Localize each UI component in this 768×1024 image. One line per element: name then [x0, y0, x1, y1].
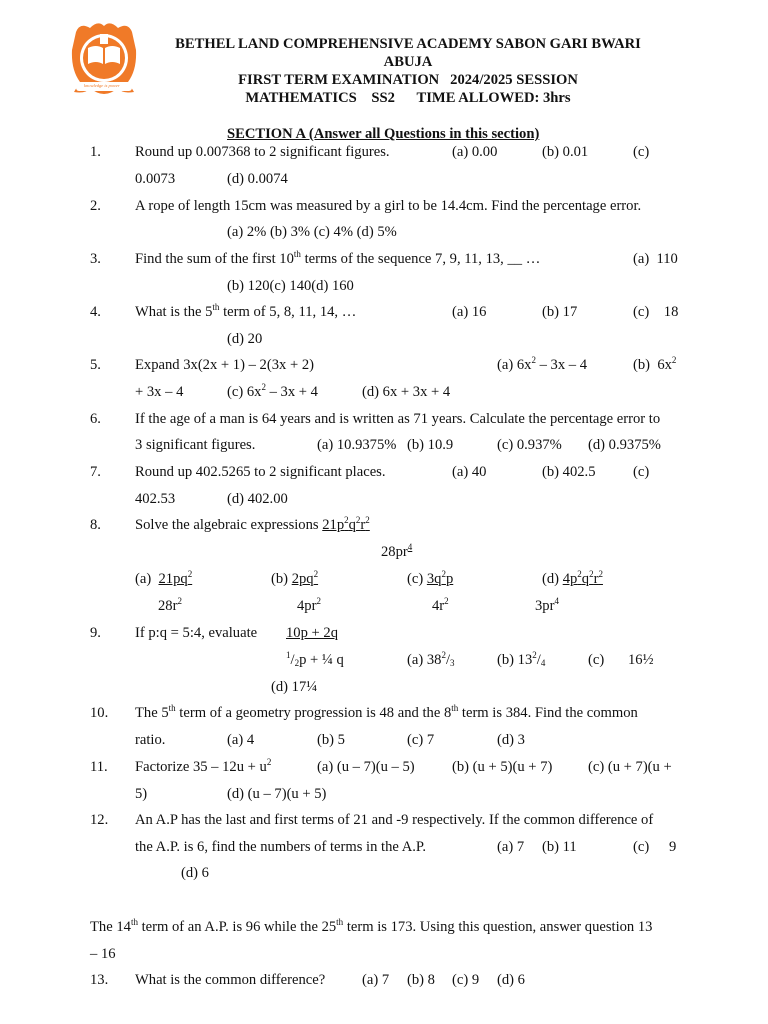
q6-option-c: (c) 0.937%	[497, 437, 562, 453]
q10-text-cont: ratio.	[135, 732, 166, 748]
q10-number: 10.	[90, 705, 109, 721]
q7-option-d: (d) 402.00	[227, 491, 288, 507]
q8-option-c: (c) $3q^2p$	[407, 569, 454, 587]
q9-option-a: (a) $38^2/_3$	[407, 650, 455, 668]
q12-option-b: (b) 11	[542, 839, 577, 855]
q11-option-c-cont: 5)	[135, 786, 148, 802]
q5-number: 5.	[90, 357, 101, 373]
school-city: ABUJA	[383, 54, 433, 70]
q8-option-c-den: $4r^2$	[432, 596, 449, 614]
section-heading: SECTION A (Answer all Questions in this section)	[227, 126, 540, 142]
q3-option-a: (a) 110	[633, 251, 678, 267]
q4-option-d: (d) 20	[227, 331, 263, 347]
q4-text: What is the 5th term of 5, 8, 11, 14, …	[135, 302, 357, 320]
q8-text: Solve the algebraic expressions $21p^2q^2r^2$	[135, 515, 370, 533]
q11-option-c: (c) (u + 7)(u +	[588, 759, 672, 775]
q7-number: 7.	[90, 464, 101, 480]
q9-denominator: $^1/_2p$ + ¼ q	[286, 650, 344, 668]
q9-numerator: 10p + 2q	[286, 625, 339, 641]
school-logo	[66, 20, 142, 102]
q10-option-b: (b) 5	[317, 732, 345, 748]
q6-option-b: (b) 10.9	[407, 437, 454, 453]
q12-option-d: (d) 6	[181, 865, 209, 881]
q7-option-c: (c)	[633, 464, 650, 480]
q7-option-a: (a) 40	[452, 464, 487, 480]
q1-option-a: (a) 0.00	[452, 144, 498, 160]
q1-text: Round up 0.007368 to 2 significant figures.	[135, 144, 390, 160]
q9-number: 9.	[90, 625, 101, 641]
q11-option-b: (b) (u + 5)(u + 7)	[452, 759, 553, 775]
q9-option-c: (c)	[588, 652, 605, 668]
q5-option-d: (d) 6x + 3x + 4	[362, 384, 451, 400]
q3-options-bcd: (b) 120(c) 140(d) 160	[227, 278, 354, 294]
q8-option-d-den: $3pr^4$	[535, 596, 559, 614]
q5-option-c: (c) $6x^2 - 3x + 4$	[227, 382, 318, 400]
q11-number: 11.	[90, 759, 108, 775]
q10-text: The 5th term of a geometry progression is 48 and the 8th term is 384. Find the common	[135, 703, 638, 721]
q6-text-cont: 3 significant figures.	[135, 437, 256, 453]
q8-option-d: (d) $4p^2q^2r^2$	[542, 569, 603, 587]
q13-option-b: (b) 8	[407, 972, 435, 988]
q13-text: What is the common difference?	[135, 972, 326, 988]
q2-options: (a) 2% (b) 3% (c) 4% (d) 5%	[227, 224, 397, 240]
q12-text: An A.P has the last and first terms of 21 and -9 respectively. If the common difference of	[135, 812, 654, 828]
q1-option-b: (b) 0.01	[542, 144, 589, 160]
q1-option-c: (c)	[633, 144, 650, 160]
q12-option-c: (c)	[633, 839, 650, 855]
q2-number: 2.	[90, 198, 101, 214]
q8-number: 8.	[90, 517, 101, 533]
q11-text: Factorize $35 - 12u + u^2$	[135, 757, 272, 775]
q7-option-b: (b) 402.5	[542, 464, 596, 480]
q13-number: 13.	[90, 972, 109, 988]
q7-text: Round up 402.5265 to 2 significant places.	[135, 464, 386, 480]
q8-denominator: $28pr^4$	[381, 542, 413, 560]
q9-option-d: (d) 17¼	[271, 679, 318, 695]
q8-option-a-den: $28r^2$	[158, 596, 182, 614]
q13-option-a: (a) 7	[362, 972, 390, 988]
q12-option-c-value: 9	[669, 839, 677, 855]
exam-title: FIRST TERM EXAMINATION 2024/2025 SESSION	[238, 72, 578, 88]
q9-text: If p:q = 5:4, evaluate	[135, 625, 258, 641]
q1-option-c-value: 0.0073	[135, 171, 176, 187]
q3-number: 3.	[90, 251, 101, 267]
q13-option-d: (d) 6	[497, 972, 525, 988]
q6-option-a: (a) 10.9375%	[317, 437, 397, 453]
passage-text: The 14th term of an A.P. is 96 while the 25th term is 173. Using this question, answer question 13	[90, 917, 653, 935]
q6-option-d: (d) 0.9375%	[588, 437, 661, 453]
q11-option-a: (a) (u – 7)(u – 5)	[317, 759, 415, 775]
q10-option-c: (c) 7	[407, 732, 435, 748]
q12-text-cont: the A.P. is 6, find the numbers of terms in the A.P.	[135, 839, 427, 855]
q3-text: Find the sum of the first 10th terms of the sequence 7, 9, 11, 13, __ …	[135, 249, 541, 267]
passage-text-cont: – 16	[90, 946, 116, 962]
q7-option-c-value: 402.53	[135, 491, 176, 507]
school-name: BETHEL LAND COMPREHENSIVE ACADEMY SABON GARI BWARI	[175, 36, 641, 52]
q4-option-c: (c) 18	[633, 304, 679, 320]
q9-option-c-value: 16½	[628, 652, 654, 668]
q8-option-b-den: $4pr^2$	[297, 596, 321, 614]
q1-option-d: (d) 0.0074	[227, 171, 288, 187]
q4-option-b: (b) 17	[542, 304, 578, 320]
q11-option-d: (d) (u – 7)(u + 5)	[227, 786, 327, 802]
q6-number: 6.	[90, 411, 101, 427]
q9-option-b: (b) $13^2/_4$	[497, 650, 546, 668]
q5-text: Expand 3x(2x + 1) – 2(3x + 2)	[135, 357, 314, 373]
q10-option-d: (d) 3	[497, 732, 525, 748]
q8-option-a: (a) $21pq^2$	[135, 569, 193, 587]
q13-option-c: (c) 9	[452, 972, 480, 988]
q5-option-a: (a) $6x^2 - 3x - 4$	[497, 355, 588, 373]
q4-number: 4.	[90, 304, 101, 320]
q6-text: If the age of a man is 64 years and is written as 71 years. Calculate the percentage error to	[135, 411, 661, 427]
q5-option-b: (b) $6x^2$	[633, 355, 677, 373]
subject-line: MATHEMATICS SS2 TIME ALLOWED: 3hrs	[245, 90, 571, 106]
q5-option-b-cont: + 3x – 4	[135, 384, 184, 400]
logo-motto: knowledge is power	[84, 83, 120, 88]
q10-option-a: (a) 4	[227, 732, 255, 748]
q1-number: 1.	[90, 144, 101, 160]
q4-option-a: (a) 16	[452, 304, 487, 320]
q2-text: A rope of length 15cm was measured by a girl to be 14.4cm. Find the percentage error.	[135, 198, 642, 214]
q12-option-a: (a) 7	[497, 839, 525, 855]
q12-number: 12.	[90, 812, 109, 828]
q8-option-b: (b) $2pq^2$	[271, 569, 319, 587]
